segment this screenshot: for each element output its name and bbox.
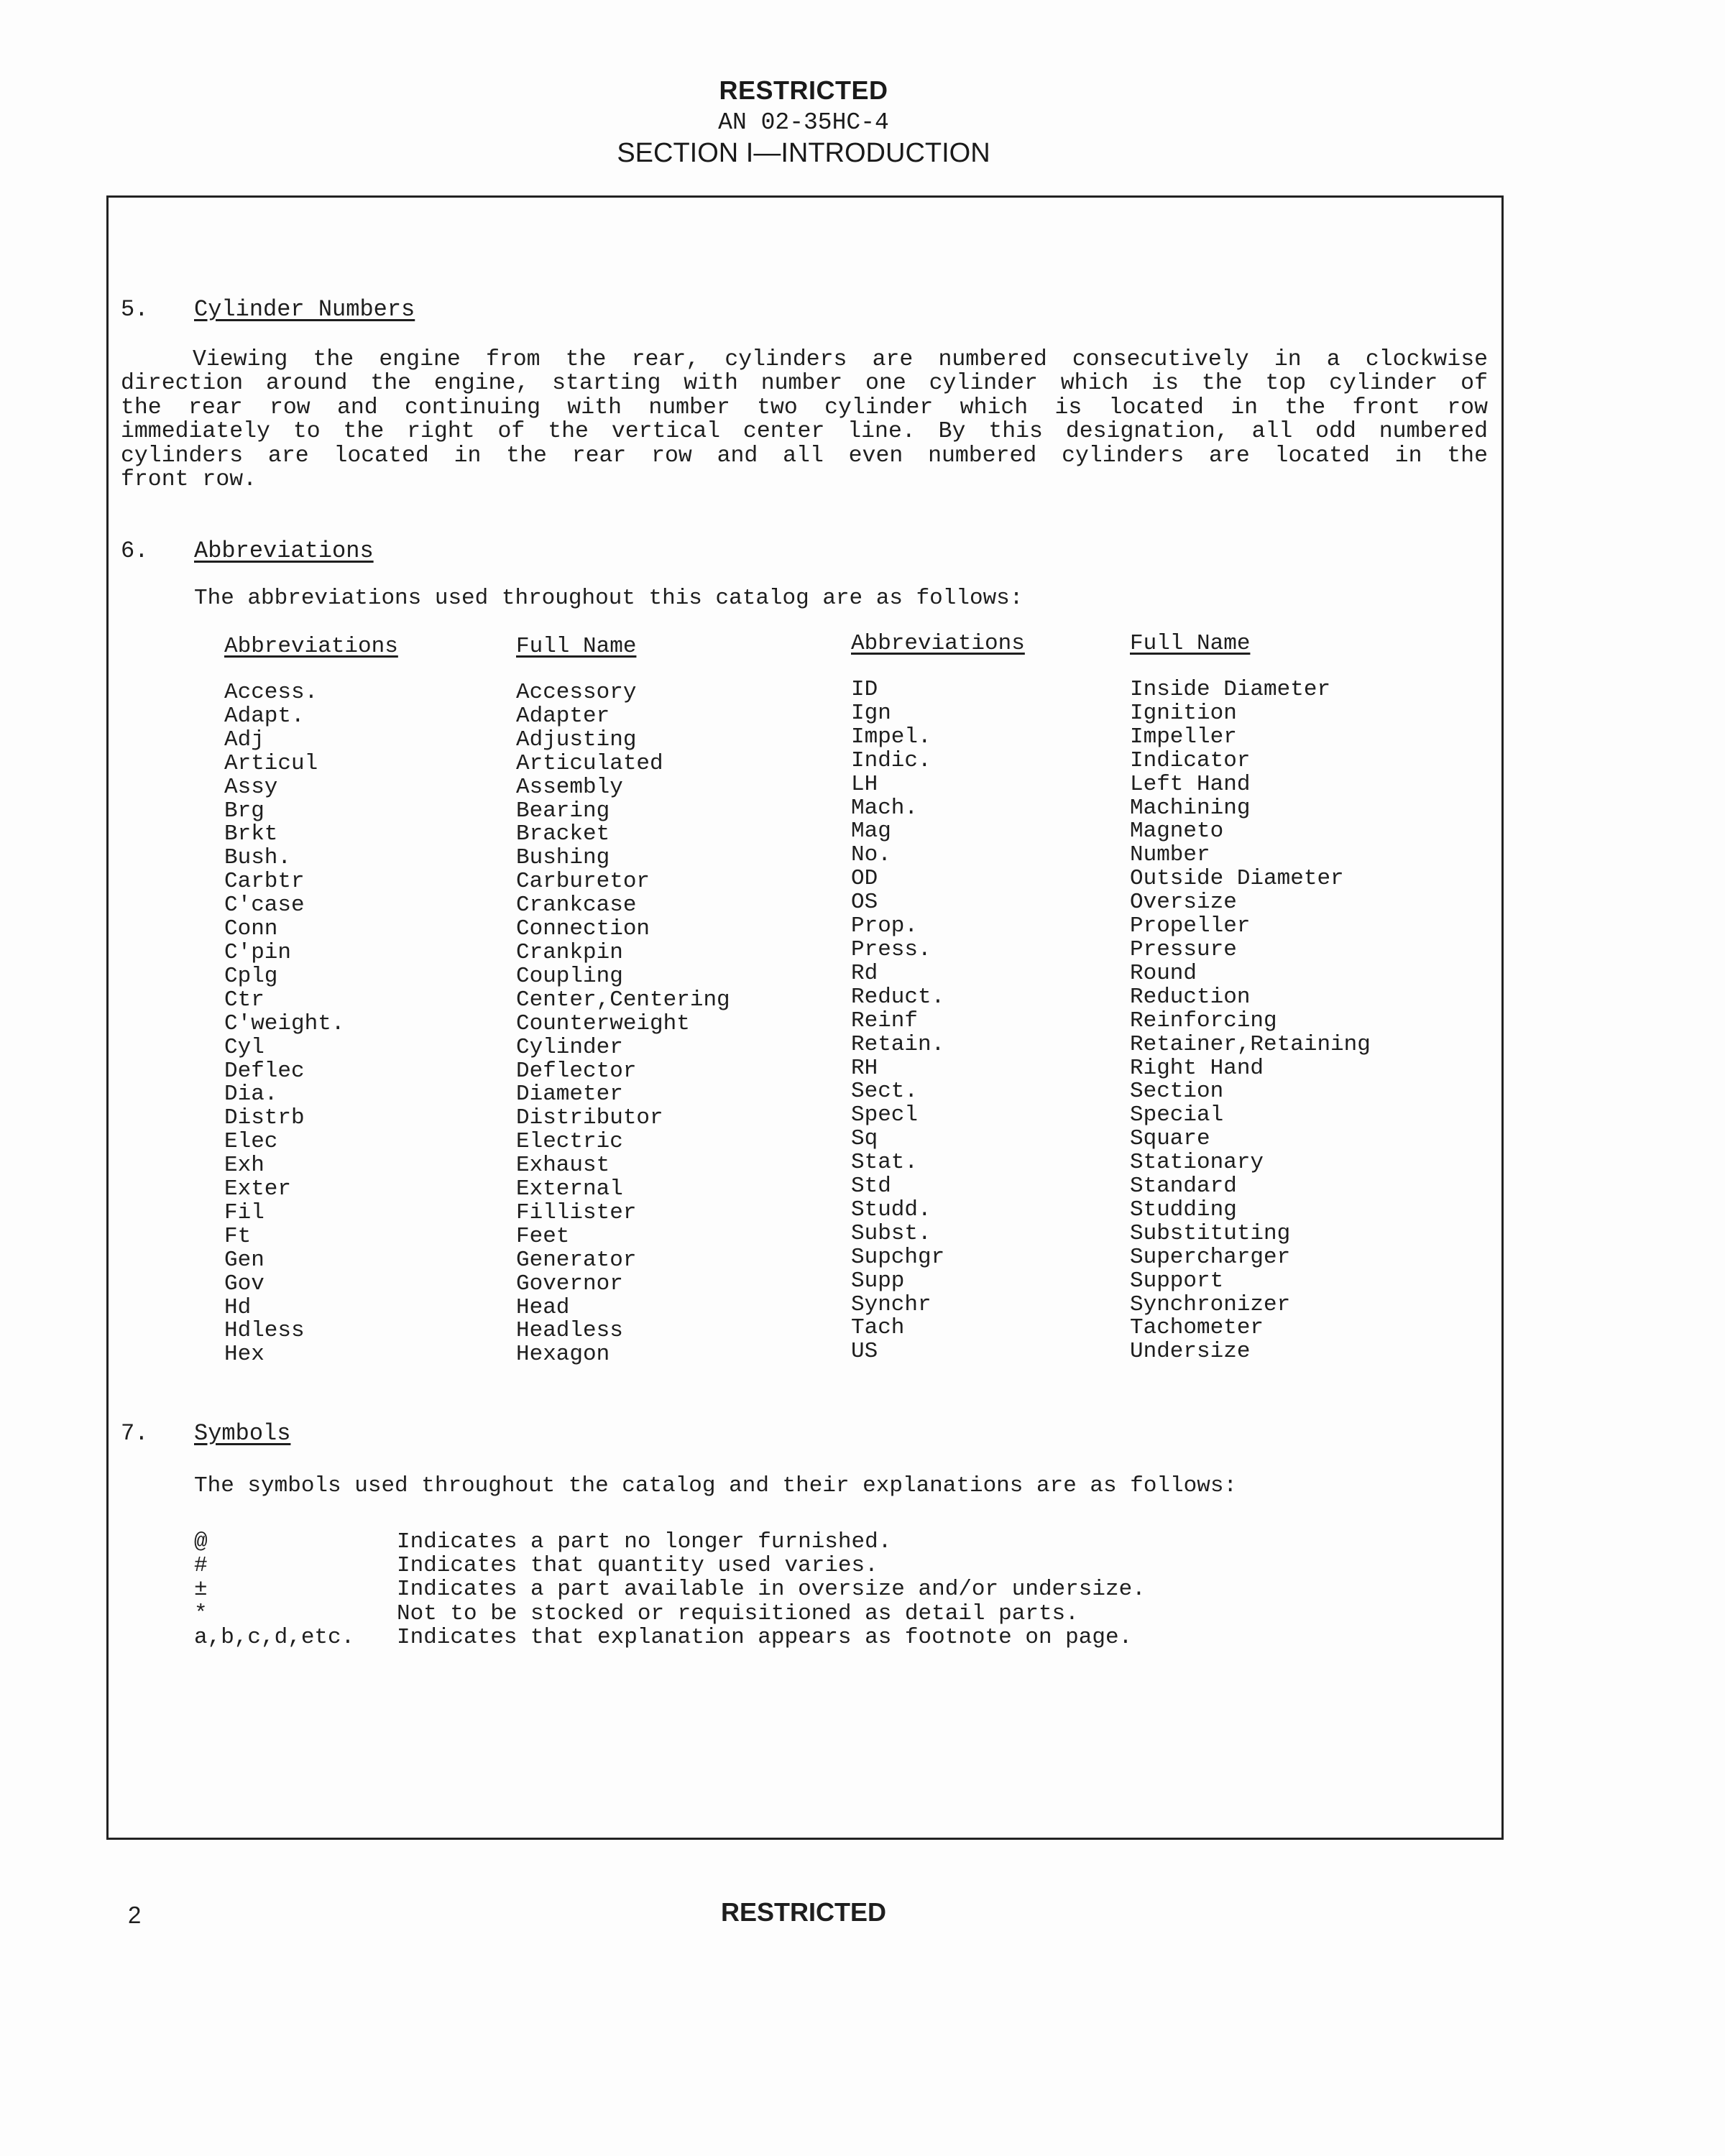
full-name-entry: Studding — [1130, 1197, 1237, 1222]
abbreviation-entry: Gov — [224, 1271, 264, 1296]
abbreviation-entry: Indic. — [851, 747, 932, 773]
full-name-entry: Center,Centering — [516, 987, 730, 1013]
full-name-entry: Cylinder — [516, 1034, 623, 1060]
abbreviation-entry: Reduct. — [851, 984, 945, 1010]
full-name-entry: Diameter — [516, 1082, 623, 1107]
footer-classification: RESTRICTED — [720, 1897, 886, 1927]
abbreviation-entry: Supchgr — [851, 1244, 945, 1270]
abbreviation-entry: Prop. — [851, 913, 919, 939]
abbreviation-entry: Conn — [224, 916, 278, 942]
abbreviation-entry: Impel. — [851, 724, 932, 750]
full-name-entry: Bracket — [516, 821, 610, 847]
abbreviation-entry: Press. — [851, 936, 932, 962]
paragraph-line: direction around the engine, starting with number one cylinder which is the top cylinder of — [121, 371, 1488, 397]
full-name-entry: Pressure — [1130, 936, 1237, 962]
abbreviation-entry: Hex — [224, 1342, 264, 1368]
full-name-entry: External — [516, 1176, 623, 1202]
full-name-entry: Headless — [516, 1318, 623, 1344]
right-full-name-column — [1130, 678, 1371, 1364]
symbol-explanation: Indicates that explanation appears as footnote on page. — [397, 1625, 1133, 1650]
full-name-entry: Articulated — [516, 750, 663, 776]
abbreviation-entry: Studd. — [851, 1197, 932, 1222]
full-name-entry: Undersize — [1130, 1339, 1251, 1365]
abbreviation-entry: Dia. — [224, 1082, 278, 1107]
abbreviation-entry: Retain. — [851, 1031, 945, 1057]
column-header-full-name: Full Name — [516, 634, 637, 659]
full-name-entry: Crankcase — [516, 893, 637, 918]
abbreviation-entry: Tach — [851, 1315, 905, 1341]
section-7-title: Symbols — [194, 1420, 291, 1447]
full-name-entry: Indicator — [1130, 747, 1251, 773]
abbreviation-entry: Distrb — [224, 1105, 305, 1131]
abbreviation-entry: Ign — [851, 700, 891, 726]
abbreviation-entry: Brg — [224, 798, 264, 824]
abbreviation-entry: Adj — [224, 727, 264, 752]
abbreviation-entry: Sect. — [851, 1079, 919, 1105]
symbol-explanation: Not to be stocked or requisitioned as detail parts. — [397, 1601, 1079, 1626]
abbreviation-entry: Reinf — [851, 1008, 919, 1033]
section-5-title: Cylinder Numbers — [194, 296, 415, 323]
full-name-entry: Impeller — [1130, 724, 1237, 750]
abbreviation-entry: Brkt — [224, 821, 278, 847]
full-name-entry: Propeller — [1130, 913, 1251, 939]
full-name-entry: Accessory — [516, 680, 637, 705]
right-abbreviation-column — [851, 678, 944, 1364]
abbreviation-entry: Supp — [851, 1268, 905, 1294]
abbreviation-entry: Deflec — [224, 1058, 305, 1084]
full-name-entry: Exhaust — [516, 1153, 610, 1179]
page-number: 2 — [128, 1902, 142, 1928]
abbreviation-entry: Std — [851, 1174, 891, 1199]
abbreviation-entry: Exter — [224, 1176, 292, 1202]
full-name-entry: Reinforcing — [1130, 1008, 1277, 1033]
abbreviation-entry: Hdless — [224, 1318, 305, 1344]
full-name-entry: Bearing — [516, 798, 610, 824]
section-7-number: 7. — [121, 1420, 149, 1447]
abbreviation-entry: Ft — [224, 1223, 252, 1249]
abbreviation-entry: Hd — [224, 1294, 252, 1320]
abbreviation-entry: Carbtr — [224, 869, 305, 895]
abbreviation-entry: Exh — [224, 1153, 264, 1179]
symbol-mark: a,b,c,d,etc. — [194, 1625, 355, 1650]
symbol-explanation: Indicates that quantity used varies. — [397, 1553, 878, 1578]
full-name-entry: Distributor — [516, 1105, 663, 1131]
full-name-entry: Number — [1130, 842, 1210, 868]
full-name-entry: Connection — [516, 916, 650, 942]
abbreviation-entry: Elec — [224, 1129, 278, 1155]
section-6-number: 6. — [121, 538, 149, 564]
abbreviation-entry: Rd — [851, 960, 878, 986]
full-name-entry: Standard — [1130, 1174, 1237, 1199]
full-name-entry: Adapter — [516, 703, 610, 729]
document-code: AN 02-35HC-4 — [718, 109, 889, 136]
symbols-intro: The symbols used throughout the catalog and their explanations are as follows: — [194, 1473, 1238, 1498]
symbol-explanation: Indicates a part available in oversize and/or undersize. — [397, 1577, 1146, 1602]
abbreviations-intro: The abbreviations used throughout this catalog are as follows: — [194, 586, 1024, 611]
full-name-entry: Generator — [516, 1247, 637, 1273]
full-name-entry: Round — [1130, 960, 1197, 986]
full-name-entry: Support — [1130, 1268, 1224, 1294]
cylinder-numbers-paragraph — [121, 348, 1488, 492]
paragraph-line: front row. — [121, 467, 257, 493]
abbreviation-entry: Subst. — [851, 1220, 932, 1246]
abbreviation-entry: C'weight. — [224, 1010, 345, 1036]
full-name-entry: Machining — [1130, 795, 1251, 821]
full-name-entry: Special — [1130, 1102, 1224, 1128]
column-header-full-name: Full Name — [1130, 631, 1251, 656]
abbreviation-entry: LH — [851, 771, 878, 797]
symbol-mark: ± — [194, 1577, 208, 1602]
full-name-entry: Adjusting — [516, 727, 637, 752]
abbreviation-entry: Assy — [224, 774, 278, 800]
abbreviation-entry: Ctr — [224, 987, 264, 1013]
paragraph-line: cylinders are located in the rear row and all even numbered cylinders are located in the — [121, 443, 1488, 469]
full-name-entry: Hexagon — [516, 1342, 610, 1368]
abbreviation-entry: US — [851, 1339, 878, 1365]
left-full-name-column — [516, 681, 730, 1367]
header-classification: RESTRICTED — [719, 75, 888, 105]
abbreviation-entry: Bush. — [224, 845, 292, 871]
full-name-entry: Assembly — [516, 774, 623, 800]
abbreviation-entry: Adapt. — [224, 703, 305, 729]
full-name-entry: Magneto — [1130, 819, 1224, 844]
paragraph-line: Viewing the engine from the rear, cylinders are numbered consecutively in a clockwise — [193, 347, 1488, 372]
symbol-mark: @ — [194, 1529, 208, 1554]
full-name-entry: Coupling — [516, 963, 623, 989]
full-name-entry: Deflector — [516, 1058, 637, 1084]
full-name-entry: Retainer,Retaining — [1130, 1031, 1371, 1057]
abbreviation-entry: Mag — [851, 819, 891, 844]
full-name-entry: Right Hand — [1130, 1055, 1264, 1081]
abbreviation-entry: Cyl — [224, 1034, 264, 1060]
full-name-entry: Fillister — [516, 1199, 637, 1225]
abbreviation-entry: OD — [851, 866, 878, 892]
full-name-entry: Governor — [516, 1271, 623, 1296]
full-name-entry: Reduction — [1130, 984, 1251, 1010]
full-name-entry: Feet — [516, 1223, 570, 1249]
full-name-entry: Synchronizer — [1130, 1291, 1291, 1317]
section-6-title: Abbreviations — [194, 538, 374, 564]
full-name-entry: Substituting — [1130, 1220, 1291, 1246]
left-abbreviation-column — [224, 681, 344, 1367]
full-name-entry: Carburetor — [516, 869, 650, 895]
abbreviation-entry: Synchr — [851, 1291, 932, 1317]
section-title: SECTION I—INTRODUCTION — [617, 138, 990, 168]
abbreviation-entry: Gen — [224, 1247, 264, 1273]
full-name-entry: Stationary — [1130, 1150, 1264, 1176]
full-name-entry: Counterweight — [516, 1010, 690, 1036]
full-name-entry: Bushing — [516, 845, 610, 871]
abbreviation-entry: C'pin — [224, 939, 292, 965]
abbreviation-entry: Articul — [224, 750, 318, 776]
abbreviation-entry: No. — [851, 842, 891, 868]
full-name-entry: Ignition — [1130, 700, 1237, 726]
full-name-entry: Section — [1130, 1079, 1224, 1105]
full-name-entry: Left Hand — [1130, 771, 1251, 797]
abbreviation-entry: Cplg — [224, 963, 278, 989]
full-name-entry: Supercharger — [1130, 1244, 1291, 1270]
abbreviation-entry: Specl — [851, 1102, 919, 1128]
full-name-entry: Oversize — [1130, 890, 1237, 916]
symbol-mark: # — [194, 1553, 208, 1578]
full-name-entry: Outside Diameter — [1130, 866, 1344, 892]
column-header-abbreviations: Abbreviations — [224, 634, 398, 659]
abbreviation-entry: Mach. — [851, 795, 919, 821]
abbreviation-entry: Sq — [851, 1126, 878, 1152]
column-header-abbreviations: Abbreviations — [851, 631, 1025, 656]
abbreviation-entry: Stat. — [851, 1150, 919, 1176]
full-name-entry: Inside Diameter — [1130, 677, 1331, 702]
symbol-mark: * — [194, 1601, 208, 1626]
abbreviation-entry: OS — [851, 890, 878, 916]
full-name-entry: Square — [1130, 1126, 1210, 1152]
symbol-explanation: Indicates a part no longer furnished. — [397, 1529, 892, 1554]
paragraph-line: immediately to the right of the vertical center line. By this designation, all odd numbered — [121, 419, 1488, 445]
abbreviation-entry: ID — [851, 677, 878, 702]
full-name-entry: Head — [516, 1294, 570, 1320]
section-5-number: 5. — [121, 296, 149, 323]
abbreviation-entry: Fil — [224, 1199, 264, 1225]
paragraph-line: the rear row and continuing with number two cylinder which is located in the front row — [121, 395, 1488, 420]
abbreviation-entry: C'case — [224, 893, 305, 918]
full-name-entry: Tachometer — [1130, 1315, 1264, 1341]
full-name-entry: Electric — [516, 1129, 623, 1155]
full-name-entry: Crankpin — [516, 939, 623, 965]
abbreviation-entry: Access. — [224, 680, 318, 705]
abbreviation-entry: RH — [851, 1055, 878, 1081]
